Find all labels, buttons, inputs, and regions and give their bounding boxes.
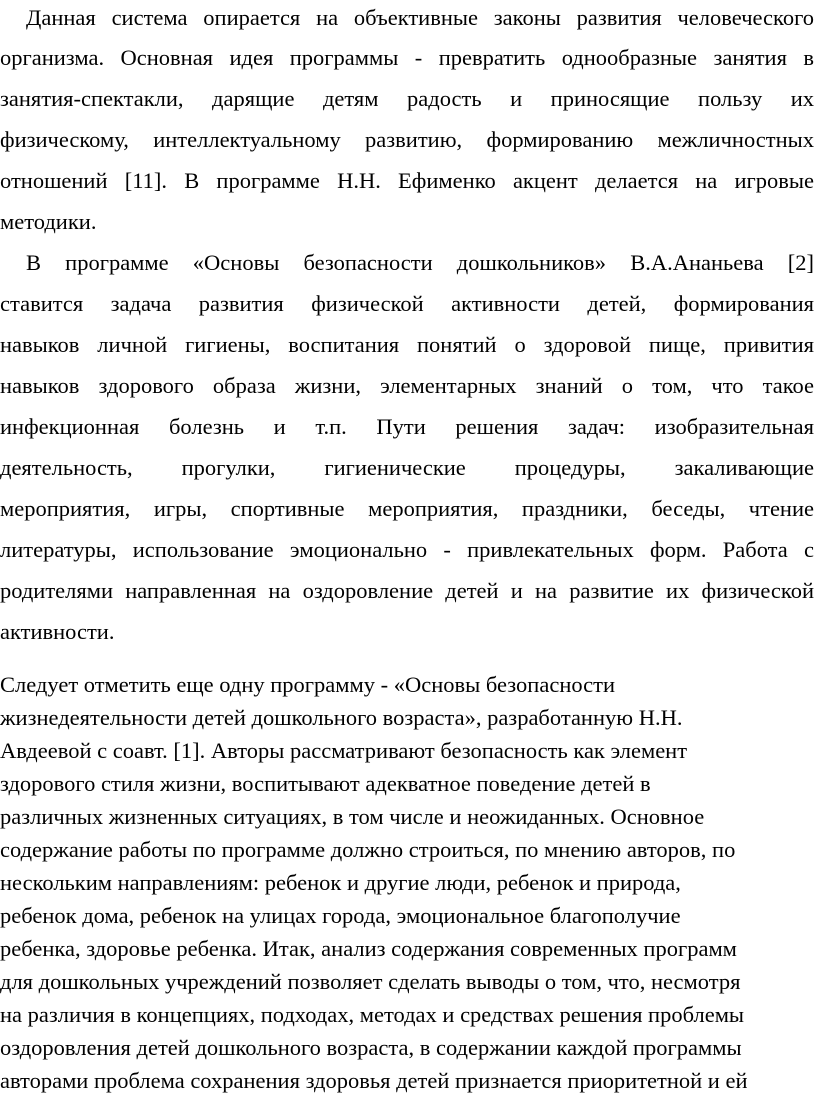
text-line: здорового стиля жизни, воспитывают адекватное поведение детей в [0,771,651,796]
text-line: организма. Основная идея программы - превратить однообразные занятия в [0,45,814,70]
text-line: содержание работы по программе должно строиться, по мнению авторов, по [0,837,736,862]
text-line: оздоровления детей дошкольного возраста, в содержании каждой программы [0,1035,742,1060]
text-line: ребенка, здоровье ребенка. Итак, анализ содержания современных программ [0,936,737,961]
text-line: авторами проблема сохранения здоровья детей признается приоритетной и ей [0,1068,748,1093]
text-line: Данная система опирается на объективные законы развития человеческого [26,5,814,30]
text-line: деятельность, прогулки, гигиенические процедуры, закаливающие [0,455,814,480]
text-line: навыков личной гигиены, воспитания понятий о здоровой пище, привития [0,332,814,357]
text-line: родителями направленная на оздоровление детей и на развитие их физической [0,578,814,603]
text-line: Следует отметить еще одну программу - «Основы безопасности [0,672,616,697]
text-line: занятия-спектакли, дарящие детям радость и приносящие пользу их [0,86,814,111]
text-line: нескольким направлениям: ребенок и другие люди, ребенок и природа, [0,870,681,895]
text-line: отношений [11]. В программе Н.Н. Ефименко акцент делается на игровые [0,168,814,193]
text-line: для дошкольных учреждений позволяет сделать выводы о том, что, несмотря [0,969,741,994]
text-line: жизнедеятельности детей дошкольного возраста», разработанную Н.Н. [0,705,683,730]
text-line: ребенок дома, ребенок на улицах города, эмоциональное благополучие [0,903,681,928]
text-line: В программе «Основы безопасности дошкольников» В.А.Ананьева [2] [26,250,814,275]
text-line: Авдеевой с соавт. [1]. Авторы рассматривают безопасность как элемент [0,738,688,763]
text-line: литературы, использование эмоционально - привлекательных форм. Работа с [0,537,814,562]
text-line: активности. [0,619,115,644]
text-line: на различия в концепциях, подходах, методах и средствах решения проблемы [0,1002,745,1027]
text-line: инфекционная болезнь и т.п. Пути решения задач: изобразительная [0,414,814,439]
text-line: различных жизненных ситуациях, в том числе и неожиданных. Основное [0,804,705,829]
text-line: навыков здорового образа жизни, элементарных знаний о том, что такое [0,373,814,398]
text-line: методики. [0,209,97,234]
text-line: ставится задача развития физической активности детей, формирования [0,291,814,316]
text-line: мероприятия, игры, спортивные мероприятия, праздники, беседы, чтение [0,496,814,521]
text-line: физическому, интеллектуальному развитию, формированию межличностных [0,127,814,152]
